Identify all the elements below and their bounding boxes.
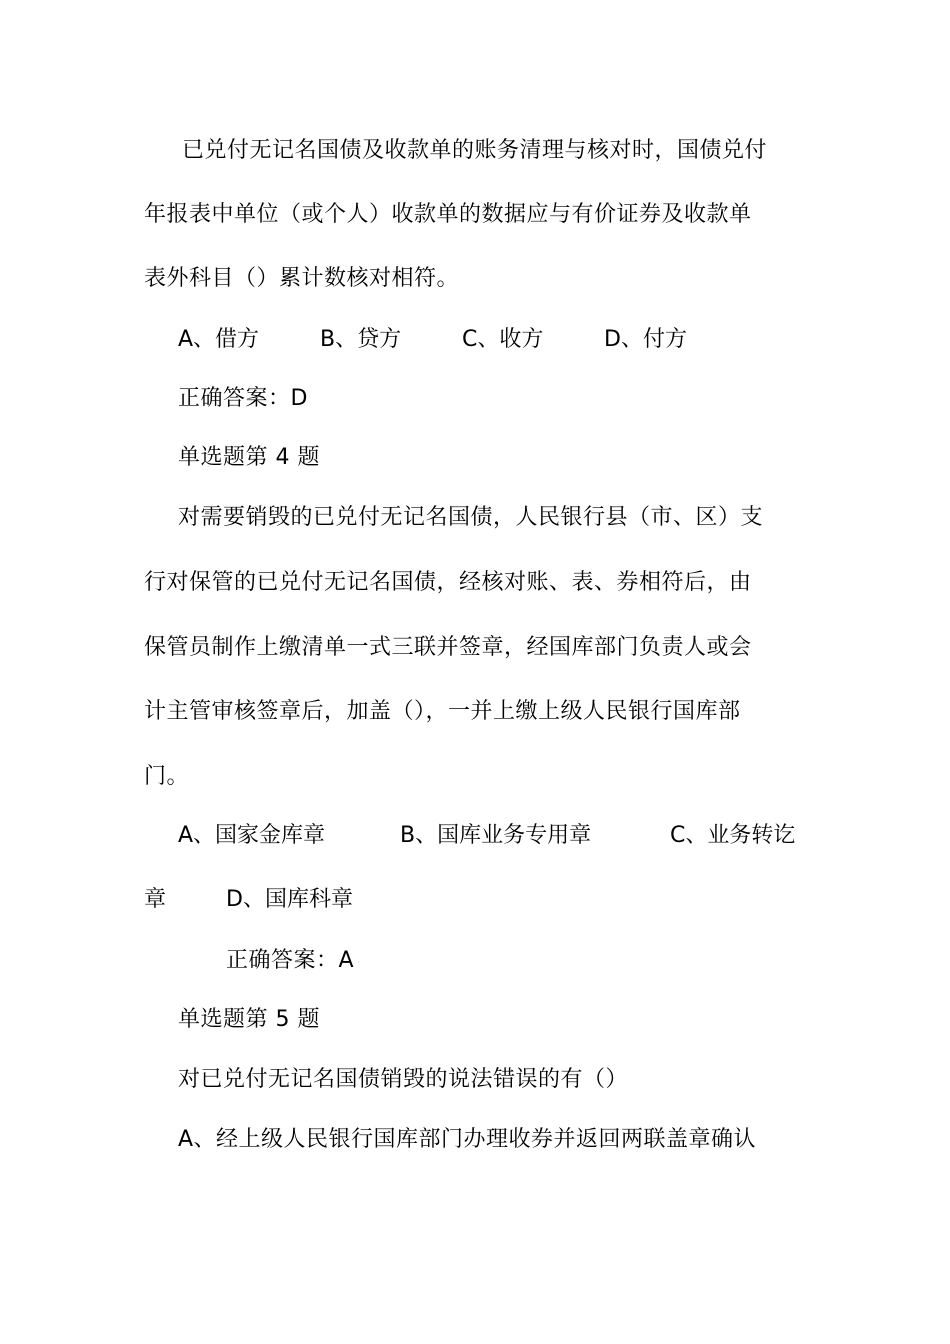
q3-stem-line-2: 年报表中单位（或个人）收款单的数据应与有价证券及收款单 xyxy=(144,202,752,227)
q4-option-c-wrap: 章 xyxy=(144,887,167,912)
q4-heading: 单选题第 4 题 xyxy=(178,445,320,470)
q4-stem-line-5: 门。 xyxy=(144,764,190,789)
q4-stem-line-1: 对需要销毁的已兑付无记名国债，人民银行县（市、区）支 xyxy=(178,505,764,530)
q4-stem-line-4: 计主管审核签章后，加盖（），一并上缴上级人民银行国库部 xyxy=(144,699,741,724)
q4-option-b: B、国库业务专用章 xyxy=(400,823,592,848)
q5-option-a: A、经上级人民银行国库部门办理收券并返回两联盖章确认 xyxy=(178,1127,757,1152)
q3-stem-line-3: 表外科目（）累计数核对相符。 xyxy=(144,266,460,291)
q4-option-c: C、业务转讫 xyxy=(670,823,796,848)
q3-option-d: D、付方 xyxy=(604,327,687,352)
q4-stem-line-2: 行对保管的已兑付无记名国债，经核对账、表、券相符后，由 xyxy=(144,570,752,595)
q4-stem-line-3: 保管员制作上缴清单一式三联并签章，经国库部门负责人或会 xyxy=(144,635,752,660)
q3-stem-line-1: 已兑付无记名国债及收款单的账务清理与核对时，国债兑付 xyxy=(182,138,768,163)
q4-answer: 正确答案：A xyxy=(226,948,355,973)
q5-stem: 对已兑付无记名国债销毁的说法错误的有（） xyxy=(178,1067,629,1092)
q4-option-a: A、国家金库章 xyxy=(178,823,326,848)
q3-option-b: B、贷方 xyxy=(320,327,402,352)
q4-option-d: D、国库科章 xyxy=(226,887,353,912)
q5-heading: 单选题第 5 题 xyxy=(178,1007,320,1032)
q3-option-a: A、借方 xyxy=(178,327,260,352)
q3-answer: 正确答案：D xyxy=(178,386,308,411)
q3-option-c: C、收方 xyxy=(462,327,544,352)
